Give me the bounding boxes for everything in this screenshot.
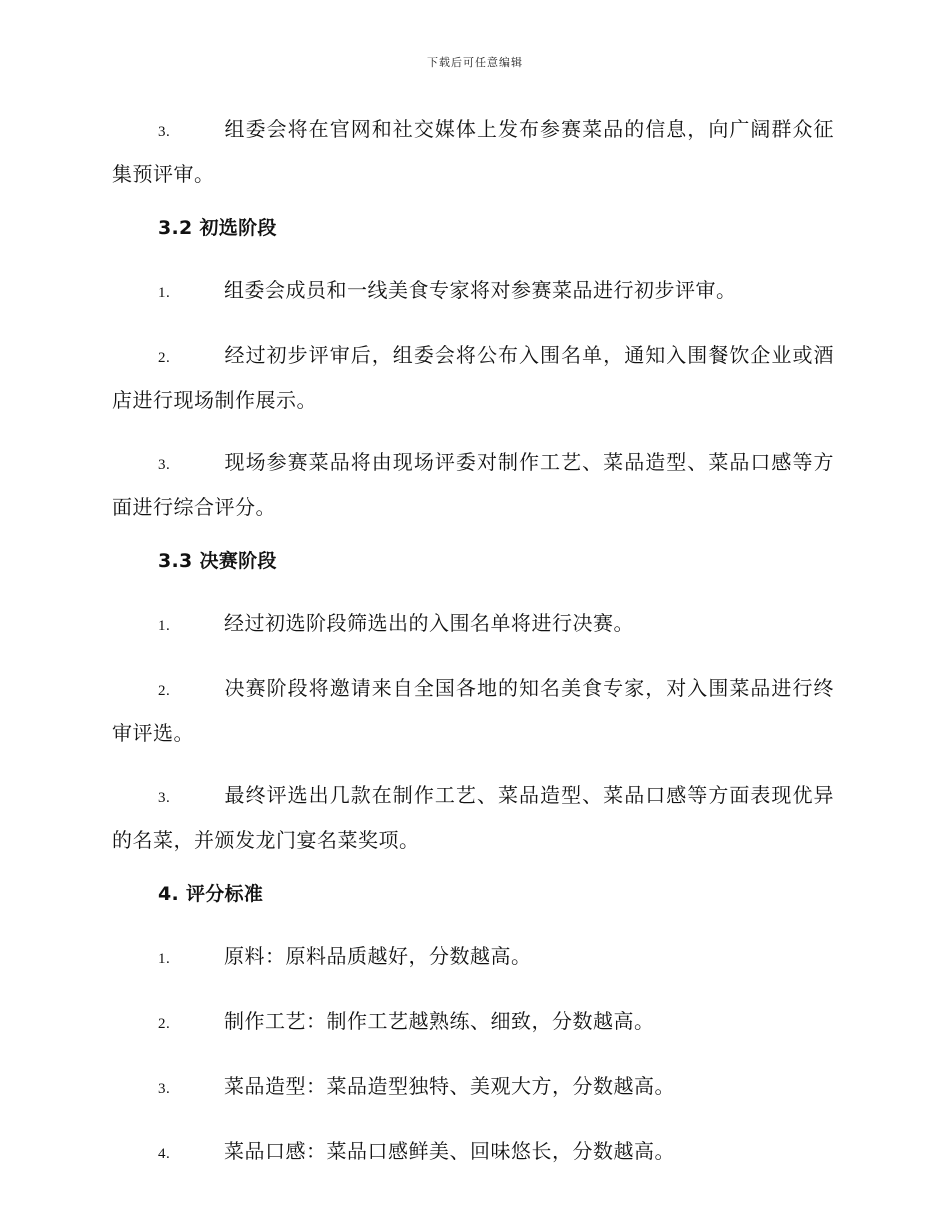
list-item-number: 3. (158, 1081, 171, 1097)
list-item-text: 组委会成员和一线美食专家将对参赛菜品进行初步评审。 (224, 278, 737, 302)
list-item-number: 1. (158, 285, 171, 301)
list-item-text: 制作工艺：制作工艺越熟练、细致，分数越高。 (224, 1009, 655, 1033)
list-item (112, 1130, 834, 1175)
list-item (112, 602, 834, 647)
list-item-text: 最终评选出几款在制作工艺、菜品造型、菜品口感等方面表现优异的名菜，并颁发龙门宴名菜奖项。 (112, 783, 834, 852)
section-heading: 4. 评分标准 (158, 883, 264, 905)
list-item-text: 现场参赛菜品将由现场评委对制作工艺、菜品造型、菜品口感等方面进行综合评分。 (112, 450, 834, 519)
list-item-text: 决赛阶段将邀请来自全国各地的知名美食专家，对入围菜品进行终审评选。 (112, 676, 834, 745)
list-item-number: 2. (158, 683, 171, 699)
header-note: 下载后可任意编辑 (427, 56, 523, 69)
document-body (112, 108, 834, 1187)
list-item-text: 经过初步评审后，组委会将公布入围名单，通知入围餐饮企业或酒店进行现场制作展示。 (112, 343, 834, 412)
list-item-number: 2. (158, 1016, 171, 1032)
list-item (112, 774, 834, 861)
list-item-text: 原料：原料品质越好，分数越高。 (224, 944, 532, 968)
list-item (112, 1000, 834, 1045)
list-item-text: 菜品口感：菜品口感鲜美、回味悠长，分数越高。 (224, 1139, 675, 1163)
list-item (112, 269, 834, 314)
list-item-text: 经过初选阶段筛选出的入围名单将进行决赛。 (224, 611, 634, 635)
list-item (112, 667, 834, 754)
list-item-number: 4. (158, 1146, 171, 1162)
list-item-number: 2. (158, 350, 171, 366)
list-item-text: 菜品造型：菜品造型独特、美观大方，分数越高。 (224, 1074, 675, 1098)
list-item (112, 1065, 834, 1110)
list-item-number: 1. (158, 951, 171, 967)
list-item (112, 441, 834, 528)
list-item-number: 3. (158, 790, 171, 806)
section-heading: 3.2 初选阶段 (158, 217, 277, 239)
list-item (112, 334, 834, 421)
list-item-text: 组委会将在官网和社交媒体上发布参赛菜品的信息，向广阔群众征集预评审。 (112, 117, 834, 186)
list-item (112, 108, 834, 195)
section-heading: 3.3 决赛阶段 (158, 550, 277, 572)
list-item (112, 935, 834, 980)
list-item-number: 1. (158, 618, 171, 634)
list-item-number: 3. (158, 457, 171, 473)
list-item-number: 3. (158, 124, 171, 140)
